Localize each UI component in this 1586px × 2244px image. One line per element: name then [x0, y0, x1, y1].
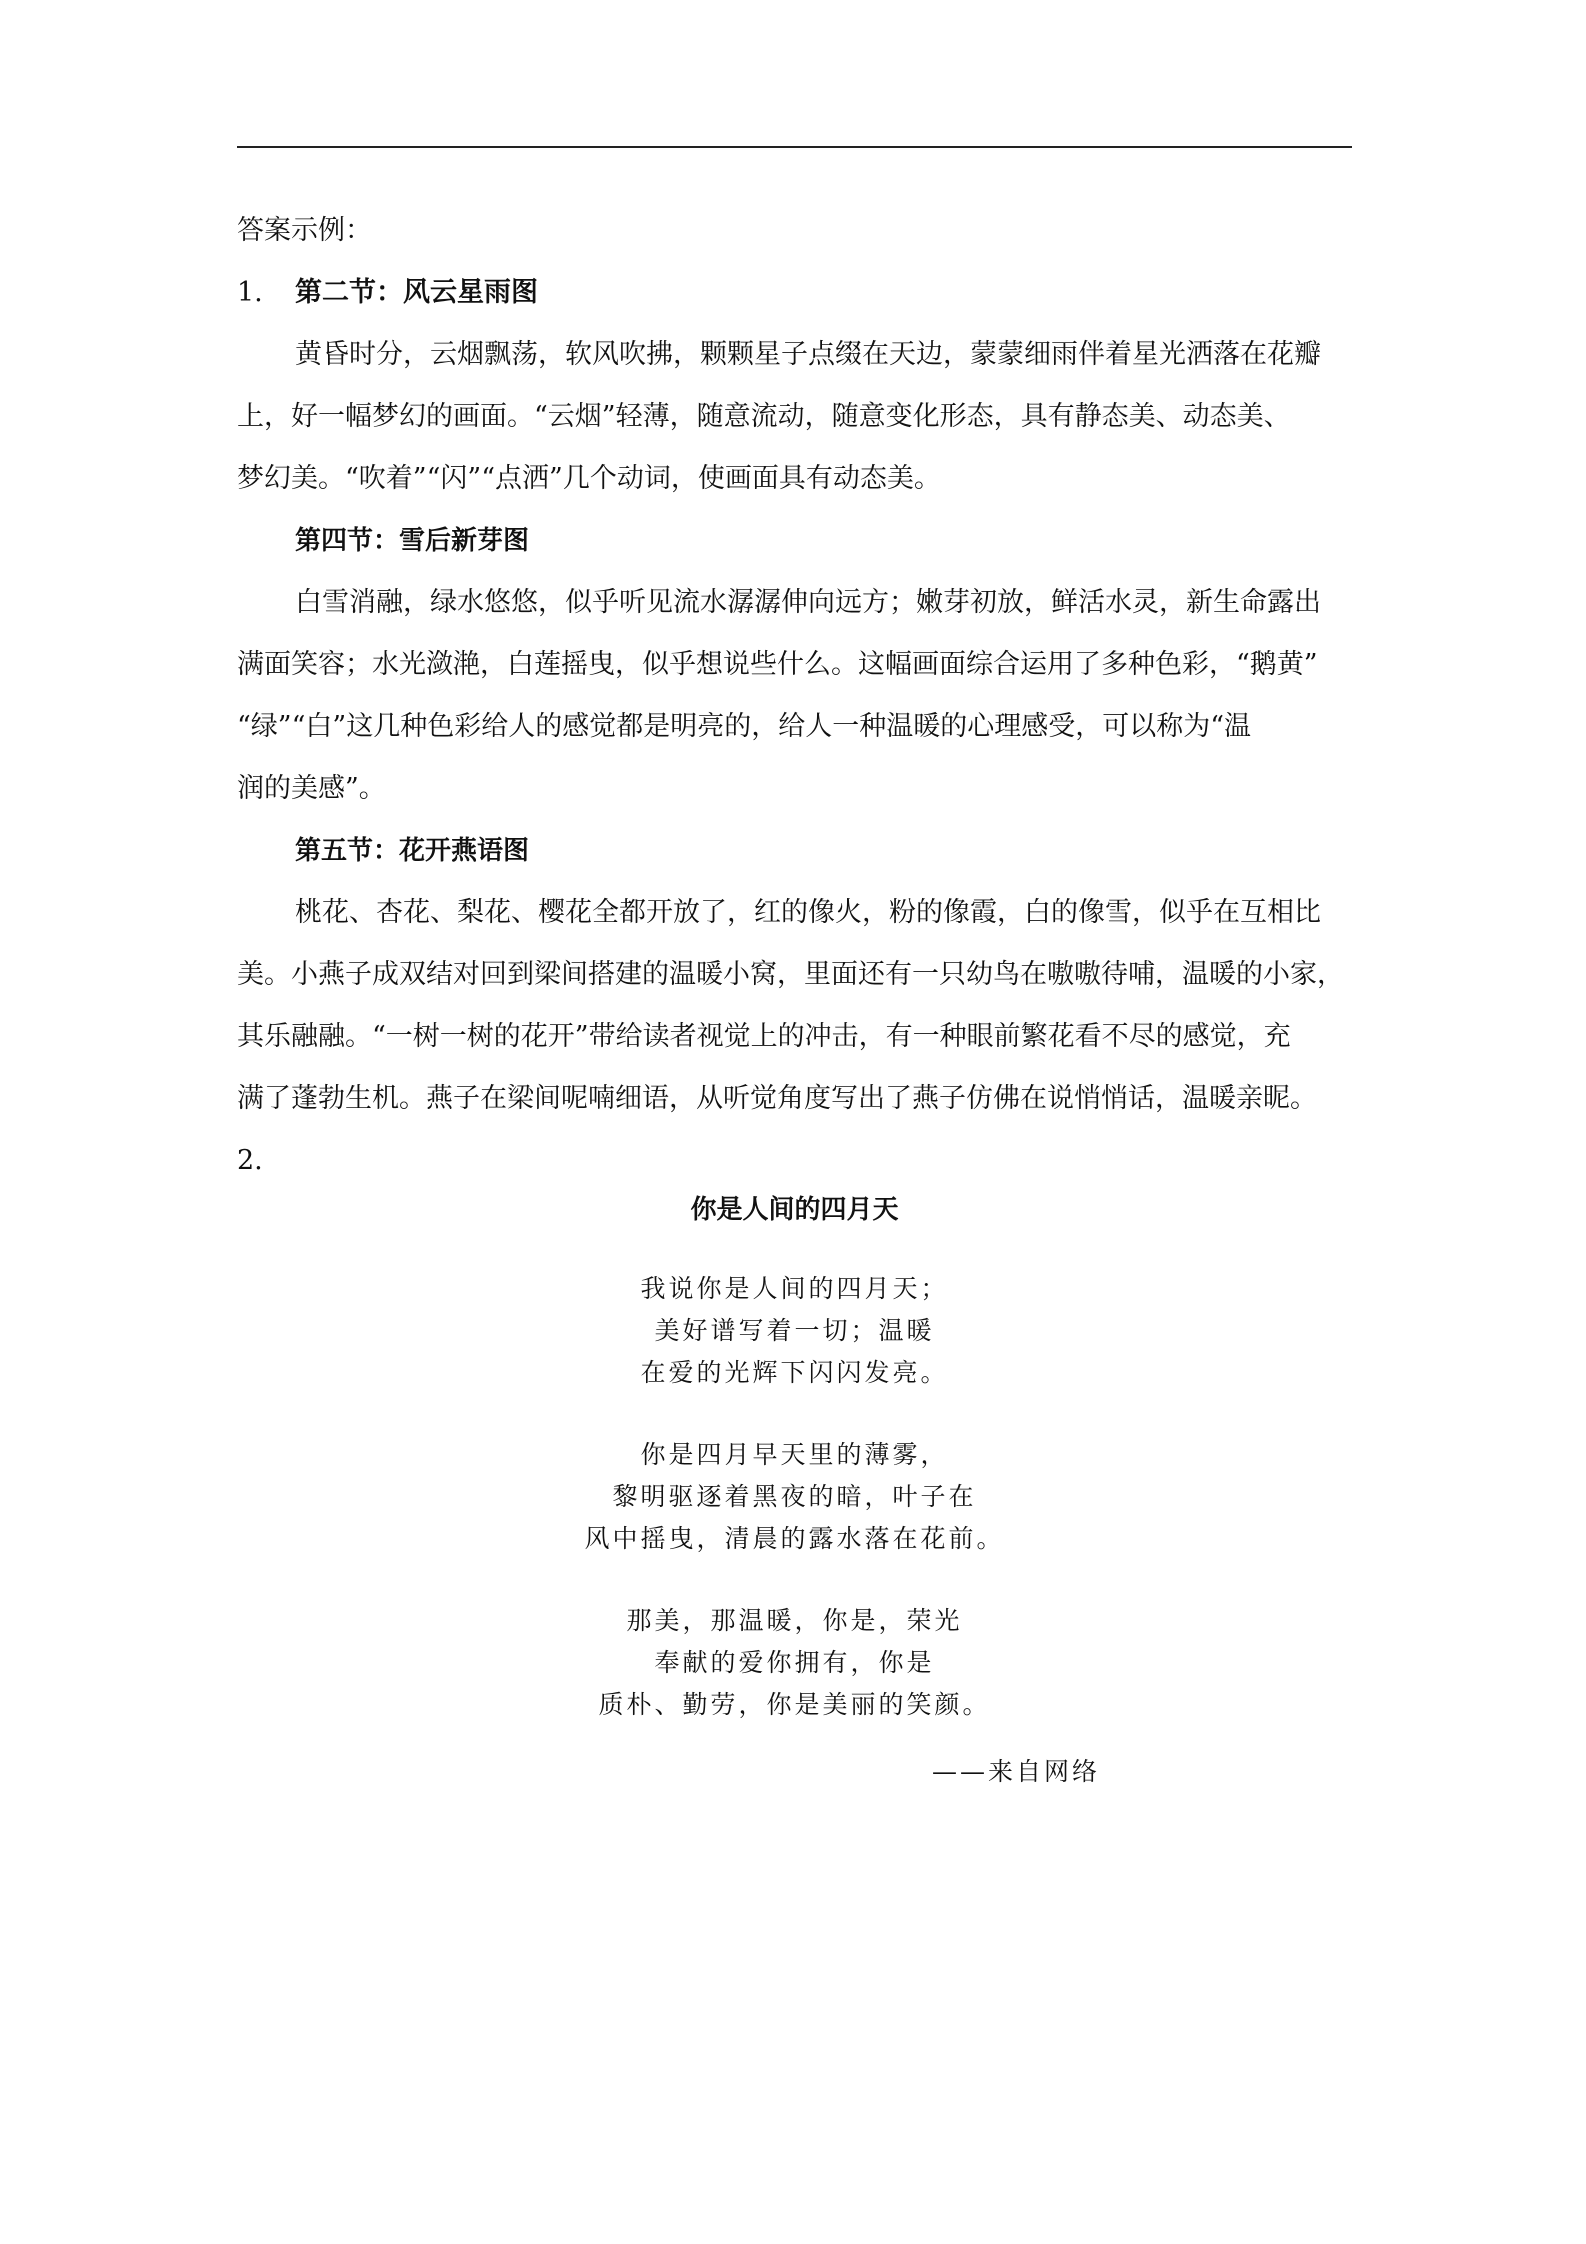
section2-line: 黄昏时分，云烟飘荡，软风吹拂，颗颗星子点缀在天边，蒙蒙细雨伴着星光洒落在花瓣	[295, 339, 1321, 370]
answer-content	[237, 200, 1352, 1192]
section5-line: 桃花、杏花、梨花、樱花全都开放了，红的像火，粉的像霞，白的像雪，似乎在互相比	[295, 897, 1321, 928]
section5-body	[237, 882, 1352, 1130]
answer-heading: 答案示例：	[237, 215, 372, 246]
poem-stanza-1	[237, 1268, 1352, 1394]
poem-line: 我说你是人间的四月天；	[640, 1274, 949, 1303]
header-rule	[237, 146, 1352, 148]
poem-line: 奉献的爱你拥有，你是	[654, 1648, 935, 1677]
section4-line: 满面笑容；水光潋滟，白莲摇曳，似乎想说些什么。这幅画面综合运用了多种色彩，“鹅黄”	[237, 649, 1318, 680]
section5-title: 第五节：花开燕语图	[295, 836, 530, 866]
q1-number: 1.	[237, 277, 263, 308]
q2-number: 2.	[237, 1145, 263, 1176]
poem-line: 风中摇曳，清晨的露水落在花前。	[584, 1524, 1005, 1553]
section4-line: 白雪消融，绿水悠悠，似乎听见流水潺潺伸向远方；嫩芽初放，鲜活水灵，新生命露出	[295, 587, 1321, 618]
poem-line: 那美，那温暖，你是，荣光	[626, 1606, 963, 1635]
poem-line: 在爱的光辉下闪闪发亮。	[640, 1358, 949, 1387]
section4-line: 润的美感”。	[237, 773, 386, 804]
poem-attribution: ——来自网络	[932, 1757, 1101, 1786]
poem-title: 你是人间的四月天	[690, 1195, 899, 1225]
q1-header	[237, 262, 1352, 324]
poem-line: 质朴、勤劳，你是美丽的笑颜。	[598, 1690, 991, 1719]
section4-title: 第四节：雪后新芽图	[295, 526, 530, 556]
poem-stanza-3	[237, 1600, 1352, 1726]
poem	[237, 1190, 1352, 1766]
section2-title: 第二节：风云星雨图	[295, 277, 538, 308]
section4-line: “绿”“白”这几种色彩给人的感觉都是明亮的，给人一种温暖的心理感受，可以称为“温	[237, 711, 1252, 742]
section5-line: 其乐融融。“一树一树的花开”带给读者视觉上的冲击，有一种眼前繁花看不尽的感觉，充	[237, 1021, 1291, 1052]
section2-line: 上，好一幅梦幻的画面。“云烟”轻薄，随意流动，随意变化形态，具有静态美、动态美、	[237, 401, 1291, 432]
poem-line: 你是四月早天里的薄雾，	[640, 1440, 949, 1469]
section5-line: 美。小燕子成双结对回到梁间搭建的温暖小窝，里面还有一只幼鸟在嗷嗷待哺，温暖的小家，	[237, 959, 1344, 990]
section5-line: 满了蓬勃生机。燕子在梁间呢喃细语，从听觉角度写出了燕子仿佛在说悄悄话，温暖亲昵。	[237, 1083, 1317, 1114]
poem-stanza-2	[237, 1434, 1352, 1560]
poem-line: 美好谱写着一切；温暖	[654, 1316, 935, 1345]
section2-line: 梦幻美。“吹着”“闪”“点洒”几个动词，使画面具有动态美。	[237, 463, 941, 494]
section4-body	[237, 572, 1352, 820]
poem-line: 黎明驱逐着黑夜的暗，叶子在	[612, 1482, 977, 1511]
section2-body	[237, 324, 1352, 510]
